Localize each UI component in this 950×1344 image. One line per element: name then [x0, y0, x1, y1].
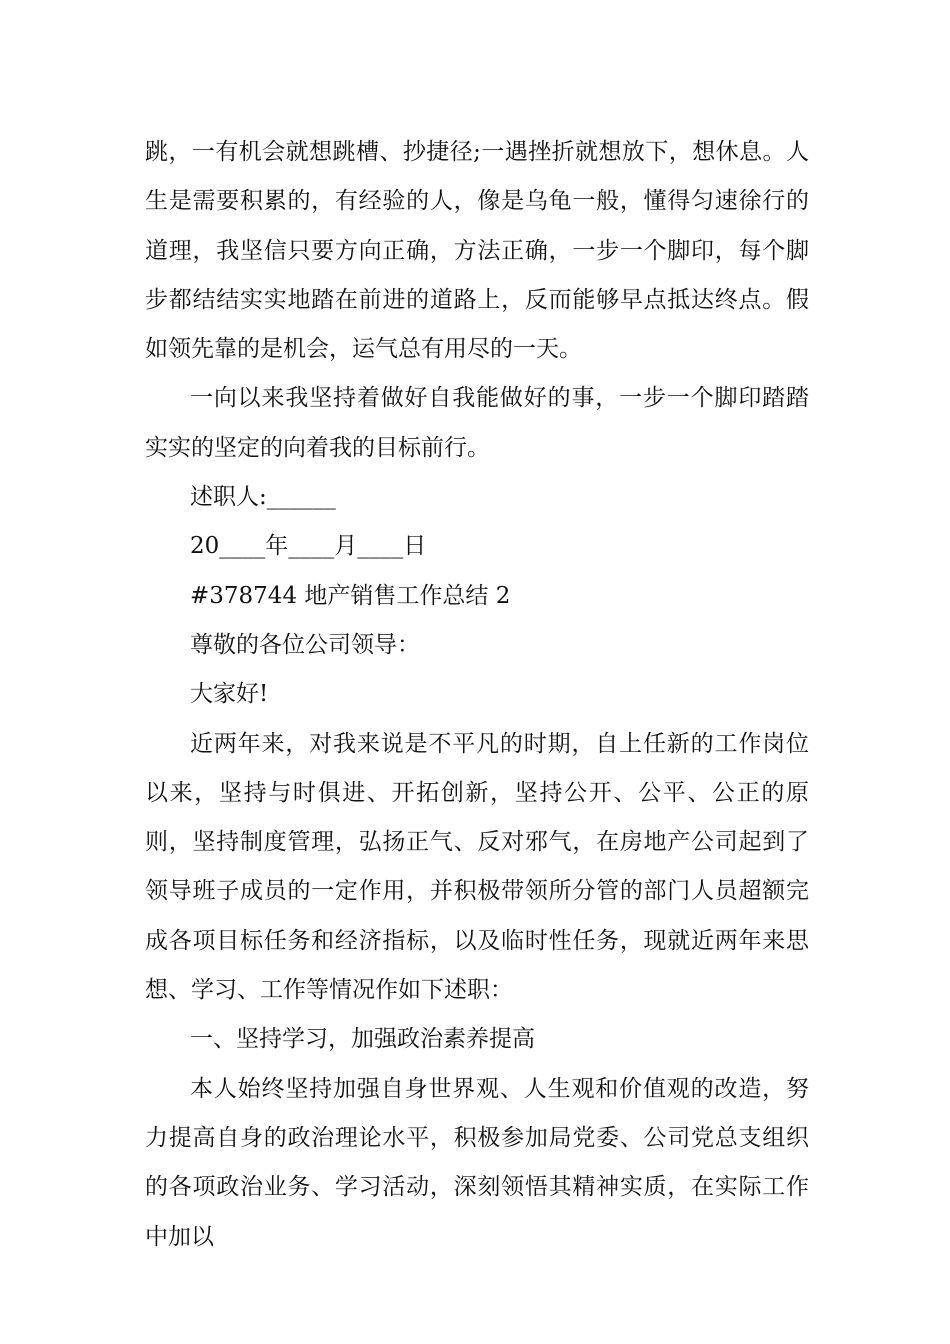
- subheading-1: 一、坚持学习，加强政治素养提高: [190, 1026, 535, 1053]
- paragraph-2: 一向以来我坚持着做好自我能做好的事，一步一个脚印踏踏实实的坚定的向着我的目标前行。: [145, 385, 809, 461]
- greeting: 大家好!: [190, 681, 269, 708]
- paragraph-study: 本人始终坚持加强自身世界观、人生观和价值观的改造，努力提高自身的政治理论水平，积极参加局党委、公司党总支组织的各项政治业务、学习活动，深刻领悟其精神实质，在实际工作中加以: [145, 1075, 809, 1250]
- paragraph-intro: 近两年来，对我来说是不平凡的时期，自上任新的工作岗位以来，坚持与时俱进、开拓创新，坚持公开、公平、公正的原则，坚持制度管理，弘扬正气、反对邪气，在房地产公司起到了领导班子成员的一定作用，并积极带领所分管的部门人员超额完成各项目标任务和经济指标，以及临时性任务，现就近两年来思想、学习、工作等情况作如下述职：: [145, 730, 809, 1004]
- salutation: 尊敬的各位公司领导：: [190, 631, 420, 658]
- signature-line: 述职人:______: [190, 484, 336, 511]
- paragraph-1: 跳，一有机会就想跳槽、抄捷径;一遇挫折就想放下，想休息。人生是需要积累的，有经验的人，像是乌龟一般，懂得匀速徐行的道理，我坚信只要方向正确，方法正确，一步一个脚印，每个脚步都结结实实地踏在前进的道路上，反而能够早点抵达终点。假如领先靠的是机会，运气总有用尽的一天。: [145, 139, 809, 363]
- date-line: 20____年____月____日: [190, 533, 427, 560]
- document-body: [145, 128, 809, 1262]
- section-heading: #378744 地产销售工作总结 2: [190, 582, 511, 609]
